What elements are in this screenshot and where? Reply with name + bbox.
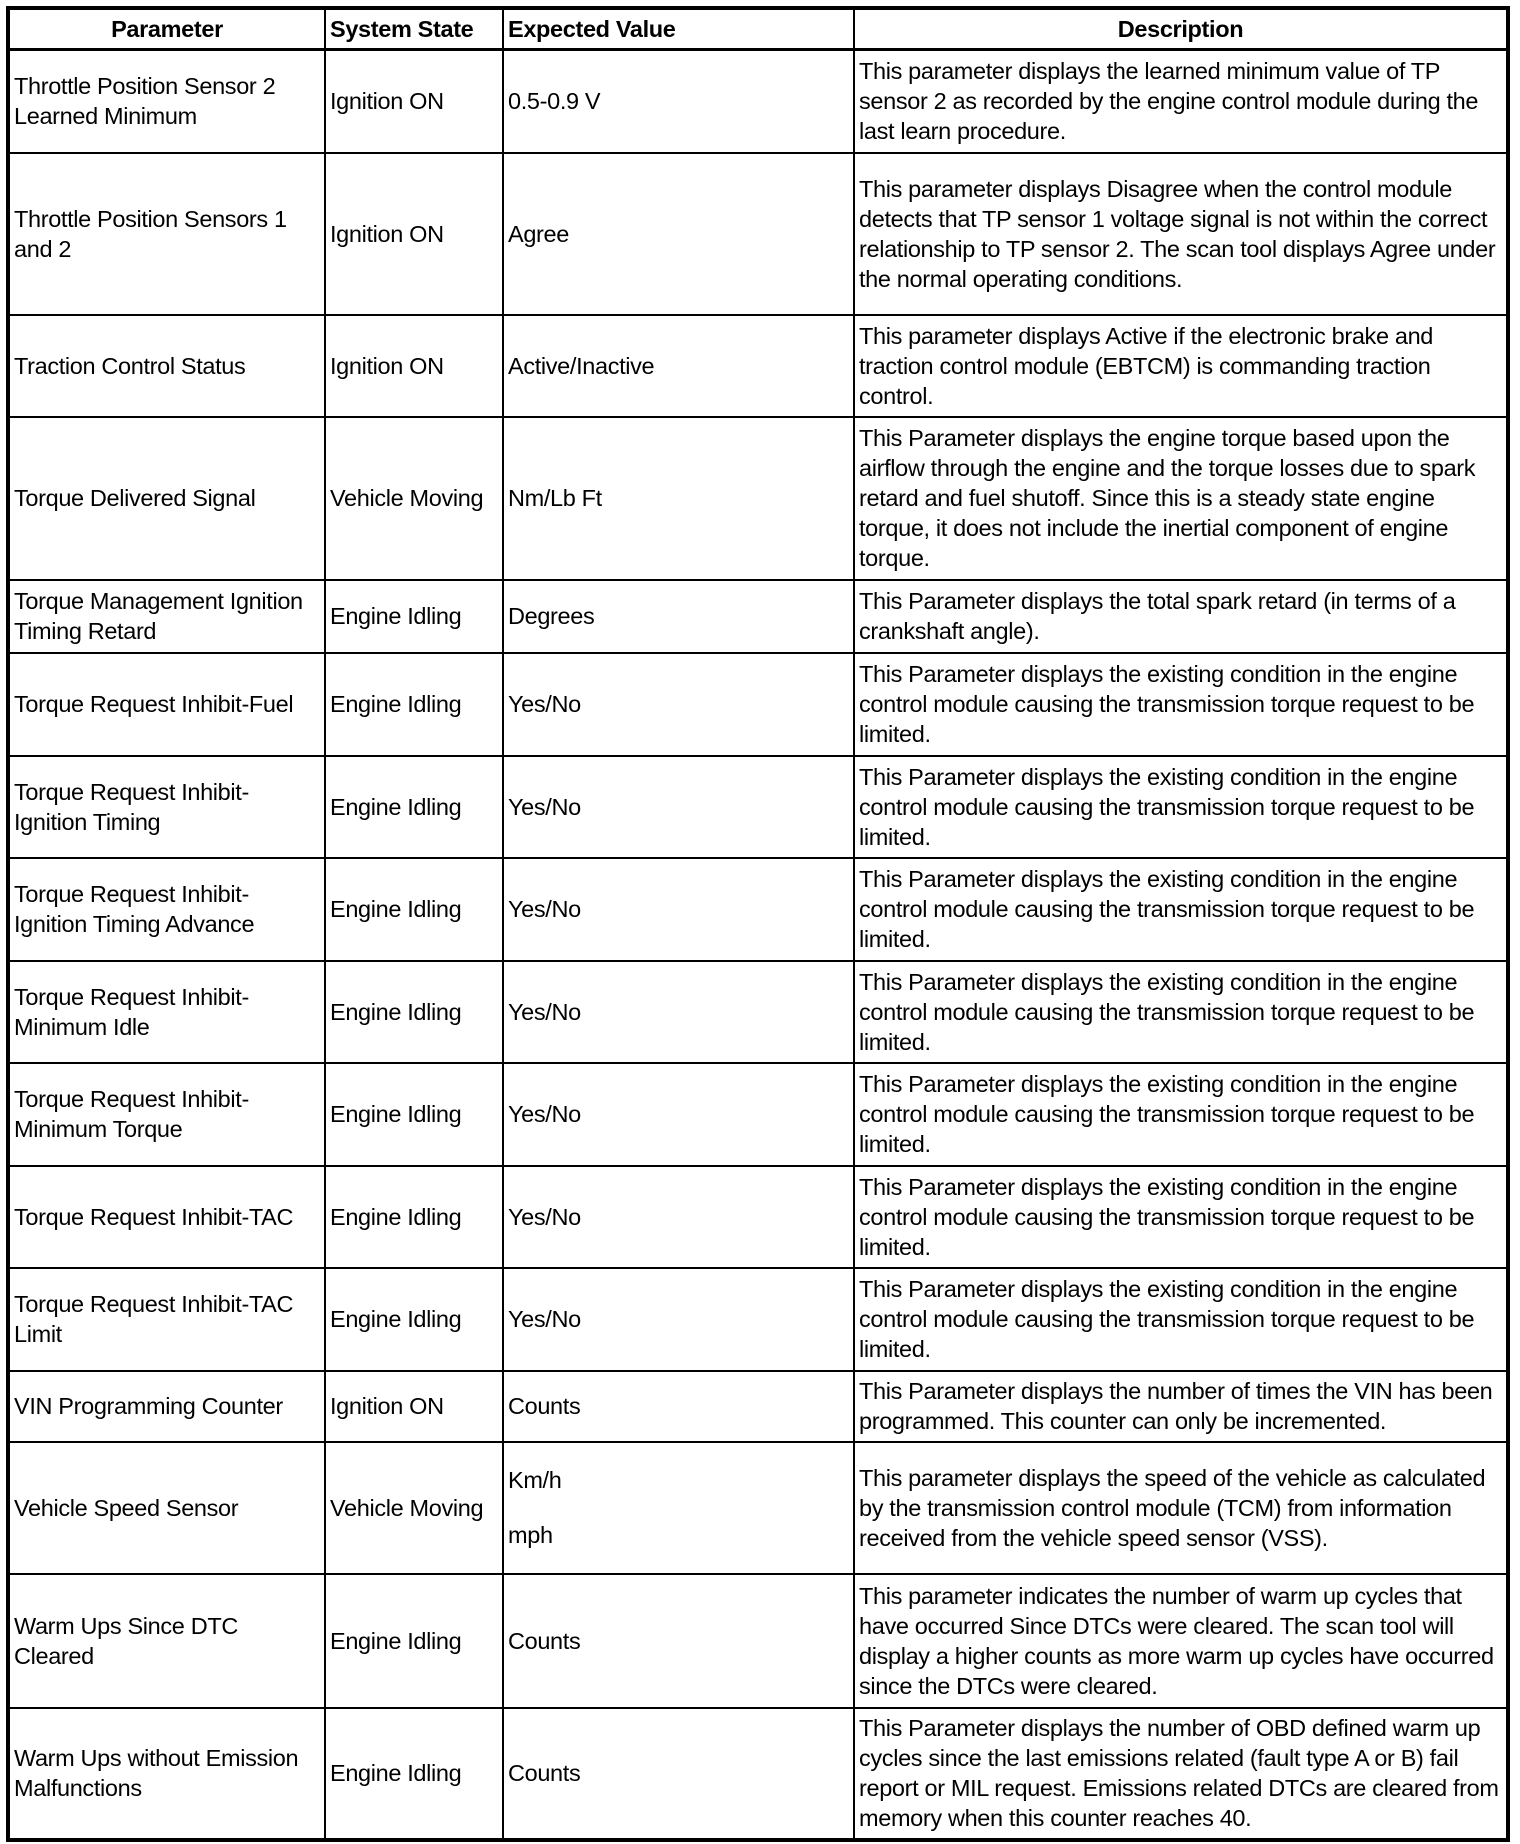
table-row [8,1166,1508,1268]
table-row [8,1268,1508,1371]
table-row [8,1708,1508,1840]
cell-description: This parameter displays the learned minimum value of TP sensor 2 as recorded by the engine control module during the last learn procedure. [854,50,1508,153]
cell-description: This Parameter displays the existing condition in the engine control module causing the transmission torque request to be limited. [854,961,1508,1063]
cell-expected-value: Active/Inactive [503,315,854,417]
table-row [8,315,1508,417]
cell-expected-value: Yes/No [503,961,854,1063]
table-row [8,961,1508,1063]
header-description: Description [854,8,1508,50]
expected-value-kmh: Km/h [508,1466,562,1493]
header-expected-value: Expected Value [503,8,854,50]
cell-description: This Parameter displays the existing condition in the engine control module causing the transmission torque request to be limited. [854,756,1508,858]
table-row [8,1442,1508,1574]
table-row [8,756,1508,858]
cell-description: This Parameter displays the existing condition in the engine control module causing the transmission torque request to be limited. [854,653,1508,756]
cell-system-state: Engine Idling [325,1063,503,1166]
cell-system-state: Vehicle Moving [325,417,503,580]
cell-expected-value: Yes/No [503,653,854,756]
cell-expected-value: Yes/No [503,1063,854,1166]
cell-system-state: Engine Idling [325,961,503,1063]
cell-system-state: Vehicle Moving [325,1442,503,1574]
header-system-state: System State [325,8,503,50]
cell-parameter: Torque Delivered Signal [8,417,325,580]
table-row [8,858,1508,961]
cell-parameter: Traction Control Status [8,315,325,417]
cell-description: This Parameter displays the total spark retard (in terms of a crankshaft angle). [854,580,1508,653]
cell-description: This parameter indicates the number of warm up cycles that have occurred Since DTCs were cleared. The scan tool will display a higher counts as more warm up cycles have occurred since the DTCs were cleared. [854,1574,1508,1708]
cell-parameter: Torque Request Inhibit-Fuel [8,653,325,756]
cell-parameter: Torque Request Inhibit-TAC [8,1166,325,1268]
cell-system-state: Engine Idling [325,1268,503,1371]
cell-parameter: Torque Request Inhibit-Ignition Timing Advance [8,858,325,961]
cell-description: This Parameter displays the existing condition in the engine control module causing the transmission torque request to be limited. [854,1268,1508,1371]
cell-description: This parameter displays Disagree when the control module detects that TP sensor 1 voltage signal is not within the correct relationship to TP sensor 2. The scan tool displays Agree under the normal operating conditions. [854,153,1508,315]
header-row [8,8,1508,50]
cell-parameter: Torque Request Inhibit-Minimum Idle [8,961,325,1063]
table-body [8,50,1508,1840]
cell-description: This Parameter displays the number of OBD defined warm up cycles since the last emissions related (fault type A or B) fail report or MIL request. Emissions related DTCs are cleared from memory when this counter reaches 40. [854,1708,1508,1840]
cell-expected-value: Degrees [503,580,854,653]
cell-system-state: Engine Idling [325,653,503,756]
cell-description: This Parameter displays the existing condition in the engine control module causing the transmission torque request to be limited. [854,1166,1508,1268]
cell-parameter: Torque Request Inhibit-Ignition Timing [8,756,325,858]
cell-expected-value: Counts [503,1708,854,1840]
cell-expected-value: 0.5-0.9 V [503,50,854,153]
cell-system-state: Ignition ON [325,153,503,315]
cell-expected-value: Counts [503,1574,854,1708]
cell-expected-value: Yes/No [503,1268,854,1371]
cell-parameter: Torque Request Inhibit-Minimum Torque [8,1063,325,1166]
cell-parameter: Vehicle Speed Sensor [8,1442,325,1574]
cell-parameter: Torque Request Inhibit-TAC Limit [8,1268,325,1371]
cell-expected-value: Agree [503,153,854,315]
cell-expected-value: Yes/No [503,756,854,858]
cell-system-state: Ignition ON [325,1371,503,1442]
cell-system-state: Ignition ON [325,50,503,153]
header-parameter: Parameter [8,8,325,50]
cell-expected-value: Counts [503,1371,854,1442]
table-row [8,580,1508,653]
cell-expected-value: Nm/Lb Ft [503,417,854,580]
cell-system-state: Engine Idling [325,1708,503,1840]
cell-expected-value [503,1442,854,1574]
cell-parameter: Throttle Position Sensor 2 Learned Minimum [8,50,325,153]
cell-description: This Parameter displays the number of times the VIN has been programmed. This counter can only be incremented. [854,1371,1508,1442]
cell-expected-value: Yes/No [503,858,854,961]
cell-description: This Parameter displays the existing condition in the engine control module causing the transmission torque request to be limited. [854,858,1508,961]
cell-parameter: Warm Ups Since DTC Cleared [8,1574,325,1708]
cell-system-state: Engine Idling [325,858,503,961]
cell-description: This Parameter displays the existing condition in the engine control module causing the transmission torque request to be limited. [854,1063,1508,1166]
cell-description: This Parameter displays the engine torque based upon the airflow through the engine and the torque losses due to spark retard and fuel shutoff. Since this is a steady state engine torque, it does not include the inertial component of engine torque. [854,417,1508,580]
cell-parameter: Torque Management Ignition Timing Retard [8,580,325,653]
cell-parameter: VIN Programming Counter [8,1371,325,1442]
cell-system-state: Ignition ON [325,315,503,417]
cell-parameter: Warm Ups without Emission Malfunctions [8,1708,325,1840]
expected-value-mph: mph [508,1521,553,1548]
cell-parameter: Throttle Position Sensors 1 and 2 [8,153,325,315]
table-row [8,1574,1508,1708]
cell-system-state: Engine Idling [325,756,503,858]
cell-expected-value: Yes/No [503,1166,854,1268]
table-row [8,417,1508,580]
table-row [8,653,1508,756]
table-row [8,1371,1508,1442]
cell-system-state: Engine Idling [325,1166,503,1268]
cell-description: This parameter displays Active if the electronic brake and traction control module (EBTCM) is commanding traction control. [854,315,1508,417]
table-row [8,153,1508,315]
cell-system-state: Engine Idling [325,580,503,653]
table-row [8,1063,1508,1166]
cell-description: This parameter displays the speed of the vehicle as calculated by the transmission control module (TCM) from information received from the vehicle speed sensor (VSS). [854,1442,1508,1574]
table-row [8,50,1508,153]
parameter-table [6,6,1510,1842]
cell-system-state: Engine Idling [325,1574,503,1708]
